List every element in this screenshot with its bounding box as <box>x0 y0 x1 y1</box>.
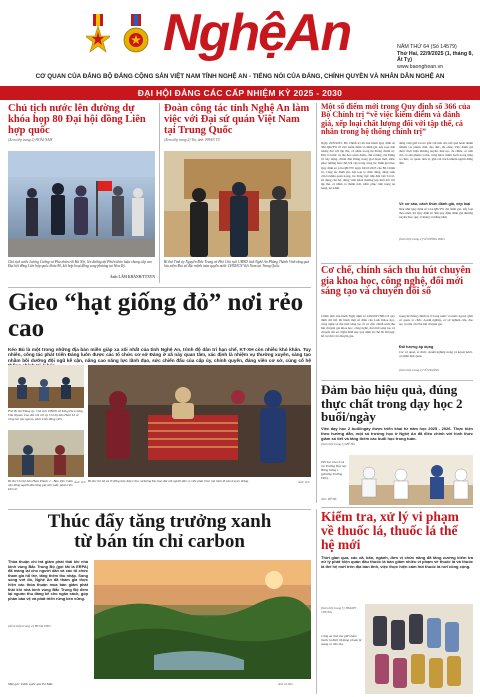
article-expert-policy[interactable] <box>321 266 473 378</box>
article-carbon-credits[interactable] <box>8 512 311 694</box>
photo-president-departure <box>8 151 155 257</box>
photo-caption: Công an tỉnh thu giữ nhiều thuốc lá điện tử đang chuẩn bị mang ra tiêu thụ. <box>321 634 362 646</box>
lede: Thỏa thuận chi trả giảm phát thải khí nhà kính vùng Bắc Trung Bộ (gọi tắt là ERPA) đã mang lại cho người dân và các tổ chức tham gia hỗ trợ, tăng thêm thu nhập. Song song với đó, Nghệ An đã tham gia thực hiện các thỏa thuận mua bán giảm phát thải khí nhà kính vùng Bắc Trung Bộ đem lại nguồn thu đáng kể cho ngân sách, góp phần bảo vệ và phát triển rừng bền vững. <box>8 560 88 601</box>
congress-banner: ĐẠI HỘI ĐẢNG CÁC CẤP NHIỆM KỲ 2025 - 2030 <box>0 86 480 100</box>
headline[interactable]: Gieo “hạt giống đỏ” nơi rẻo cao <box>8 289 304 343</box>
lede: Kéo Bù là một trong những địa bàn miền giáp xa xôi nhất của tỉnh Nghệ An, trình độ dân trí hạn chế, KT-XH còn nhiều khó khăn. Tuy nhiên, công tác phát triển Đảng luôn được các tổ chức cơ sở Đảng ở xã này quan tâm, xác định là nhiệm vụ thường xuyên, sáng tạo nhằm bồi dưỡng đội ngũ kế cận, nâng cao năng lực lãnh đạo, sức chiến đấu của cấp ủy, chính quyền, đảng viên cơ sở, củng cố hệ <box>8 346 311 363</box>
photo-credit: Ảnh: LÂM KHÁNH/TTXVN <box>109 275 155 279</box>
photo-classroom <box>349 455 473 505</box>
photo-seized-vapes <box>365 604 473 694</box>
byline: (Xem tiếp trang 2) HOÀI THU <box>8 624 51 628</box>
column-divider <box>316 509 317 694</box>
subhead: Đối tượng áp dụng <box>399 345 434 349</box>
order-medal-icon <box>123 14 149 56</box>
headline[interactable]: Chủ tịch nước lên đường dự khóa họp 80 Đại hội đồng Liên hợp quốc <box>8 103 146 137</box>
photo-caption: Chủ tịch nước Lương Cường và Phu nhân rời Hà Nội, lên đường dự Phiên thảo luận chung cấp cao Đại hội đồng Liên hợp quốc khóa 80, kết hợp hoạt động song phương tại Hoa Kỳ. <box>8 260 152 269</box>
article-delegation-china[interactable] <box>164 103 311 286</box>
byline: (Xem tiếp trang 2) HOÀI NAM <box>8 138 53 143</box>
column-divider <box>316 103 317 503</box>
section-divider <box>8 287 311 288</box>
subhead: Về cơ cấu, cách thức đánh giá, xếp loại <box>399 202 471 206</box>
body-text: Chính phủ ban hành Nghị định số 249/2025/NĐ-CP quy định chi tiết thi hành một số điều của Luật Khoa học, công nghệ và đổi mới sáng tạo về cơ chế, chính sách thu hút chuyên gia khoa học, công nghệ, đổi mới sáng tạo và chuyển đổi số. Nghị định này quy định về chế độ đãi ngộ, hỗ trợ đối với chuyên gia. <box>321 314 395 339</box>
body-columns <box>321 141 473 253</box>
body-text-2: trong hệ thống chính trị ở trong nước và nước ngoài, gồm cơ quan, tổ chức, doanh nghiệp, cơ sở nghiên cứu, đào tạo có nhu cầu thu hút chuyên gia. <box>399 314 473 327</box>
headline[interactable]: Kiểm tra, xử lý vi phạm về thuốc lá, thuốc lá thế hệ mới <box>321 509 459 553</box>
body-text: Ngày 20/8/2025, Bộ Chính trị đã ban hành Quy định số 366-QĐ/TW về việc kiểm điểm và đánh giá, xếp loại chất lượng đối với tập thể, cá nhân trong hệ thống chính trị. Đây là bước cụ thể hóa quan điểm, chủ trương của Đảng về xây dựng, chỉnh đốn Đảng trong giai đoạn mới, khắc phục những hạn chế, bất cập trong công tác đánh giá theo Quy định số 124-QĐ/TW ngày 04/10/2023 của Bộ Chính trị. Công tác đánh giá, xếp loại tổ chức đảng, đảng viên cần là khâu quan trọng, tác động trực tiếp đến việc bố trí, sử dụng cán bộ, động viên khen thưởng kịp thời đối với tập thể, cá nhân có thành tích, khắc phục tình trạng nể nang, né tránh. <box>321 141 395 191</box>
body-text-2: đảng viên giữ vai trò gắn với tiêu chí, kết quả hoàn thành nhiệm vụ, phẩm chất, đạo đức, lối sống. Việc đánh giá được thực hiện thường xuyên, liên tục, đa chiều, có tiêu chí, có sản phẩm cụ thể, công khai, minh bạch trong từng tổ chức, cơ quan, đơn vị, gắn với trách nhiệm người đứng đầu. <box>399 141 473 166</box>
photo-caption: Bí thư Tỉnh ủy Nguyễn Đức Trung và Phó Chủ tịch UBND tỉnh Nghệ An Phùng Thành Vinh tặng quà lưu niệm Đại sứ đặc mệnh toàn quyền nước CHXHCN Việt Nam tại Trung Quốc. <box>164 260 310 269</box>
headline[interactable]: Đoàn công tác tỉnh Nghệ An làm việc với Đại sứ quán Việt Nam tại Trung Quốc <box>164 103 310 137</box>
issue-date: Thứ Hai, 22/9/2025 (1, tháng 8, Ất Tỵ) <box>397 50 473 64</box>
article-regulation-366[interactable] <box>321 103 473 263</box>
byline: (Xem tiếp trang 3) MỸ HÀ <box>321 441 355 446</box>
byline: (Xem tiếp trang 2) VÕ HỒNG HẢO <box>399 237 445 241</box>
byline: (Xem tiếp trang 2) VŨ HOÀNG <box>399 368 440 372</box>
photo-caption: Tiết học của cô và trò Trường Tiểu học Hưng Dũng 1 (phường Trường Vinh). <box>321 461 347 480</box>
lede: Việc dạy học 2 buổi/ngày được triển khai từ năm học 2025 - 2026. Thực hiện theo hướng dẫn, một số trường học ở Nghệ An đã điều chỉnh với hình thức giảm số tiết và tăng thêm các buổi học trong tuần. <box>321 426 473 441</box>
photo-party-meeting <box>8 365 84 408</box>
masthead <box>0 0 480 86</box>
byline: (Xem tiếp trang 2) Tin, ảnh: PHAN TÚ <box>164 138 221 143</box>
star-medal-icon <box>86 14 110 56</box>
section-divider <box>321 263 473 264</box>
caption-2: Bí thư Chi bộ bản Huồi Phuốc 1 - Bùa Văn Cảnh vận động người dân tăng gia sản xuất, phát triển kinh tế. <box>8 480 73 491</box>
photo-delegation-gift <box>164 151 311 257</box>
credit-2: Ảnh: K.L <box>74 480 87 484</box>
lede: Thời gian qua, các xã, bản, ngành, đơn vị chức năng đã tăng cường kiểm tra xử lý phát hiện quán đầu thuốc lá bán giảm nhiều vi phạm về thuốc lá và thuốc lá thế hệ mới trên địa bàn tỉnh, việc thực hiện cấm hút thuốc lá nơi công cộng. <box>321 555 473 570</box>
article-tobacco-inspection[interactable] <box>321 510 473 694</box>
photo-credit: Ảnh: MỸ HÀ <box>321 497 337 501</box>
article-president-un[interactable] <box>8 103 155 286</box>
section-divider <box>321 507 473 508</box>
newspaper-title: NghệAn <box>163 4 351 62</box>
byline: (Xem tiếp trang 3) THANH CHUNG <box>321 606 356 614</box>
photo-weaving-model <box>88 365 311 477</box>
section-divider <box>8 509 311 510</box>
publisher-subtitle: CƠ QUAN CỦA ĐẢNG BỘ ĐẢNG CỘNG SẢN VIỆT NAM TỈNH NGHỆ AN - TIẾNG NÓI CỦA ĐẢNG, CHÍNH QUYỀN VÀ NHÂN DÂN NGHỆ AN <box>35 73 445 80</box>
caption-1: Phó Bí thư Đảng ủy, Chủ tịch UBND xã Kẻng Đu Lương Văn Ngoan trao đổi với chi ủy Chi bộ bản Huồi Lê về công tác tạo nguồn, phát triển đảng viên. <box>8 410 83 421</box>
photo-credit: Ảnh tư liệu <box>278 682 293 686</box>
body-text-3: Các cơ quan, tổ chức, doanh nghiệp trong và ngoài nước, cá nhân liên quan. <box>399 350 473 359</box>
website[interactable]: www.baonghean.vn <box>397 63 444 70</box>
body-text-3: Nếu như Quy định số 124-QĐ/TW chỉ đánh giá, xếp loại theo năm, thì Quy định số 366 quy định đánh giá thường xuyên theo quý, 6 tháng và hằng năm. <box>399 207 473 220</box>
credit-3: Ảnh: K.L <box>298 480 311 484</box>
headline[interactable]: Cơ chế, chính sách thu hút chuyên gia khoa học, công nghệ, đổi mới sáng tạo và chuyển đổi số <box>321 265 471 298</box>
article-two-sessions[interactable] <box>321 383 473 505</box>
body-columns <box>321 314 473 378</box>
headline[interactable]: Thúc đẩy tăng trưởng xanh từ bán tín chỉ carbon <box>47 511 272 552</box>
right-subcolumn <box>399 314 473 378</box>
article-red-seeds[interactable] <box>8 290 311 508</box>
headline[interactable]: Đảm bảo hiệu quả, đúng thực chất trong dạy học 2 buổi/ngày <box>321 382 463 425</box>
column-divider <box>159 103 160 283</box>
issue-number: NĂM THỨ 64 (Số 14579) <box>397 44 457 50</box>
headline[interactable]: Một số điểm mới trong Quy định số 366 của Bộ Chính trị “về việc kiểm điểm và đánh giá, xếp loại chất lượng đối với tập thể, cá nhân trong hệ thống chính trị” <box>321 102 471 137</box>
photo-caption: Một góc Vườn quốc gia Pù Mát. <box>8 682 54 686</box>
photo-village-secretary <box>8 430 84 477</box>
right-subcolumn <box>399 141 473 253</box>
section-divider <box>321 380 473 381</box>
caption-3: Bí thư chi bộ và Trưởng bản Xốp Côm, xã Kẻng Đu trao đổi với người dân về việc phát triển mô hình di sản truyền thống. <box>88 480 250 483</box>
issue-info <box>397 44 477 70</box>
photo-forest <box>94 560 311 679</box>
